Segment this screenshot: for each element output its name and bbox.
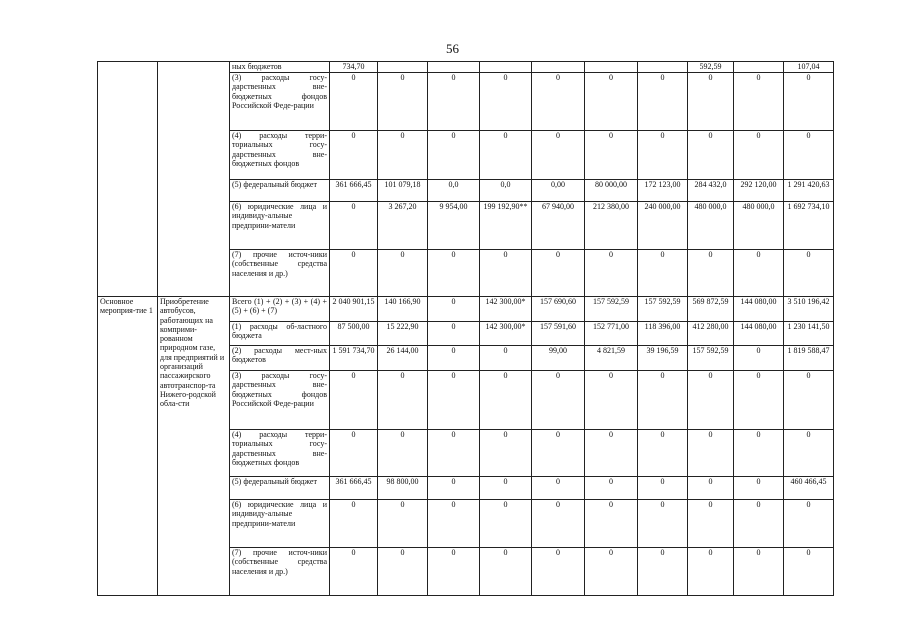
value-cell: 284 432,0	[688, 180, 734, 202]
value-cell: 0,0	[428, 180, 480, 202]
value-cell: 0	[784, 250, 834, 297]
value-cell: 0	[784, 548, 834, 596]
value-cell	[532, 62, 585, 73]
value-cell: 0	[330, 131, 378, 180]
value-cell	[428, 62, 480, 73]
value-cell: 0	[638, 131, 688, 180]
value-cell: 0	[638, 548, 688, 596]
value-cell	[638, 62, 688, 73]
value-cell: 0	[688, 477, 734, 500]
value-cell: 0	[638, 73, 688, 131]
value-cell	[734, 62, 784, 73]
value-cell: 0	[784, 371, 834, 430]
value-cell: 240 000,00	[638, 202, 688, 250]
value-cell: 0	[585, 477, 638, 500]
value-cell: 0	[378, 430, 428, 477]
funding-source-cell: (5) федеральный бюджет	[230, 180, 330, 202]
value-cell: 0	[734, 250, 784, 297]
description-cell	[158, 62, 230, 297]
value-cell: 142 300,00*	[480, 297, 532, 322]
value-cell: 569 872,59	[688, 297, 734, 322]
value-cell: 0	[330, 548, 378, 596]
funding-source-cell: (3) расходы госу-дарственных вне-бюджетных фондов Российской Феде-рации	[230, 371, 330, 430]
value-cell: 0	[688, 250, 734, 297]
value-cell: 1 591 734,70	[330, 346, 378, 371]
value-cell: 0	[532, 131, 585, 180]
activity-cell: Основное мероприя-тие 1	[98, 297, 158, 596]
value-cell: 0	[378, 250, 428, 297]
value-cell: 0	[532, 430, 585, 477]
value-cell: 0	[330, 430, 378, 477]
funding-source-cell: (6) юридические лица и индивиду-альные предприни-матели	[230, 202, 330, 250]
value-cell: 0	[638, 371, 688, 430]
value-cell: 4 821,59	[585, 346, 638, 371]
value-cell: 67 940,00	[532, 202, 585, 250]
value-cell: 0	[585, 430, 638, 477]
value-cell: 107,04	[784, 62, 834, 73]
value-cell: 0	[480, 73, 532, 131]
value-cell: 212 380,00	[585, 202, 638, 250]
value-cell: 0	[532, 73, 585, 131]
value-cell: 361 666,45	[330, 180, 378, 202]
value-cell: 144 080,00	[734, 322, 784, 346]
value-cell: 0	[585, 500, 638, 548]
value-cell: 0	[734, 346, 784, 371]
value-cell: 0	[734, 548, 784, 596]
value-cell: 0	[734, 73, 784, 131]
value-cell: 0	[532, 548, 585, 596]
value-cell: 0	[428, 322, 480, 346]
value-cell: 0	[480, 500, 532, 548]
value-cell: 0	[638, 430, 688, 477]
value-cell: 26 144,00	[378, 346, 428, 371]
value-cell: 157 592,59	[638, 297, 688, 322]
value-cell: 199 192,90**	[480, 202, 532, 250]
value-cell: 0	[428, 131, 480, 180]
value-cell: 480 000,0	[734, 202, 784, 250]
value-cell: 0	[428, 500, 480, 548]
value-cell: 0	[480, 371, 532, 430]
value-cell: 361 666,45	[330, 477, 378, 500]
value-cell	[480, 62, 532, 73]
value-cell: 0	[532, 250, 585, 297]
value-cell: 2 040 901,15	[330, 297, 378, 322]
value-cell: 1 692 734,10	[784, 202, 834, 250]
value-cell: 0	[378, 548, 428, 596]
value-cell: 0	[638, 477, 688, 500]
value-cell: 3 510 196,42	[784, 297, 834, 322]
value-cell: 157 592,59	[585, 297, 638, 322]
value-cell: 0	[428, 297, 480, 322]
value-cell: 0	[428, 477, 480, 500]
value-cell: 0	[688, 430, 734, 477]
value-cell: 0	[734, 500, 784, 548]
value-cell: 0	[784, 73, 834, 131]
value-cell: 0	[734, 430, 784, 477]
value-cell: 1 819 588,47	[784, 346, 834, 371]
value-cell: 0	[532, 500, 585, 548]
budget-table	[97, 61, 834, 596]
funding-source-cell: ных бюджетов	[230, 62, 330, 73]
value-cell: 0	[688, 131, 734, 180]
value-cell: 0	[480, 548, 532, 596]
value-cell: 0	[688, 500, 734, 548]
value-cell: 0	[638, 250, 688, 297]
value-cell: 0	[378, 500, 428, 548]
value-cell: 0	[330, 73, 378, 131]
value-cell: 0	[378, 131, 428, 180]
value-cell: 0	[638, 500, 688, 548]
value-cell: 0	[734, 477, 784, 500]
value-cell: 0	[330, 371, 378, 430]
table-row	[98, 62, 834, 73]
description-cell: Приобретение автобусов, работающих на комприми-рованном природном газе, для предприятий и организаций пассажирского автотранспор-та Нижего-родской обла-сти	[158, 297, 230, 596]
value-cell: 39 196,59	[638, 346, 688, 371]
value-cell: 412 280,00	[688, 322, 734, 346]
funding-source-cell: (4) расходы терри-ториальных госу-дарственных вне-бюджетных фондов	[230, 131, 330, 180]
value-cell: 0	[688, 548, 734, 596]
value-cell	[378, 62, 428, 73]
value-cell: 142 300,00*	[480, 322, 532, 346]
value-cell: 0	[784, 131, 834, 180]
value-cell: 99,00	[532, 346, 585, 371]
value-cell: 0	[532, 371, 585, 430]
value-cell: 0	[428, 346, 480, 371]
funding-source-cell: (7) прочие источ-ники (собственные средства населения и др.)	[230, 548, 330, 596]
value-cell: 172 123,00	[638, 180, 688, 202]
value-cell: 15 222,90	[378, 322, 428, 346]
value-cell: 1 230 141,50	[784, 322, 834, 346]
funding-source-cell: (5) федеральный бюджет	[230, 477, 330, 500]
funding-source-cell: Всего (1) + (2) + (3) + (4) + (5) + (6) + (7)	[230, 297, 330, 322]
value-cell: 0	[428, 548, 480, 596]
value-cell: 0	[480, 131, 532, 180]
funding-source-cell: (6) юридические лица и индивиду-альные предприни-матели	[230, 500, 330, 548]
funding-source-cell: (1) расходы об-ластного бюджета	[230, 322, 330, 346]
value-cell: 0	[378, 371, 428, 430]
value-cell: 0	[688, 73, 734, 131]
value-cell: 0	[378, 73, 428, 131]
value-cell: 101 079,18	[378, 180, 428, 202]
value-cell: 0	[428, 73, 480, 131]
value-cell: 118 396,00	[638, 322, 688, 346]
value-cell: 0	[480, 430, 532, 477]
value-cell: 87 500,00	[330, 322, 378, 346]
value-cell: 0	[428, 250, 480, 297]
value-cell: 3 267,20	[378, 202, 428, 250]
funding-source-cell: (4) расходы терри-ториальных госу-дарственных вне-бюджетных фондов	[230, 430, 330, 477]
value-cell: 0	[480, 346, 532, 371]
value-cell: 0	[784, 500, 834, 548]
value-cell: 0	[480, 250, 532, 297]
value-cell: 140 166,90	[378, 297, 428, 322]
value-cell: 292 120,00	[734, 180, 784, 202]
value-cell: 0	[428, 371, 480, 430]
funding-source-cell: (7) прочие источ-ники (собственные средства населения и др.)	[230, 250, 330, 297]
value-cell	[585, 62, 638, 73]
value-cell: 0	[784, 430, 834, 477]
table-row	[98, 297, 834, 322]
value-cell: 0	[585, 548, 638, 596]
value-cell: 0	[428, 430, 480, 477]
funding-source-cell: (2) расходы мест-ных бюджетов	[230, 346, 330, 371]
value-cell: 0	[585, 250, 638, 297]
value-cell: 480 000,0	[688, 202, 734, 250]
value-cell: 0	[585, 131, 638, 180]
value-cell: 152 771,00	[585, 322, 638, 346]
activity-cell	[98, 62, 158, 297]
value-cell: 9 954,00	[428, 202, 480, 250]
value-cell: 460 466,45	[784, 477, 834, 500]
value-cell: 98 800,00	[378, 477, 428, 500]
value-cell: 0	[688, 371, 734, 430]
value-cell: 80 000,00	[585, 180, 638, 202]
value-cell: 0	[480, 477, 532, 500]
value-cell: 0	[330, 500, 378, 548]
value-cell: 0	[330, 250, 378, 297]
value-cell: 144 080,00	[734, 297, 784, 322]
value-cell: 0,0	[480, 180, 532, 202]
value-cell: 0	[585, 73, 638, 131]
value-cell: 157 690,60	[532, 297, 585, 322]
value-cell: 0	[585, 371, 638, 430]
value-cell: 0	[532, 477, 585, 500]
value-cell: 0	[330, 202, 378, 250]
value-cell: 157 591,60	[532, 322, 585, 346]
value-cell: 1 291 420,63	[784, 180, 834, 202]
value-cell: 157 592,59	[688, 346, 734, 371]
value-cell: 592,59	[688, 62, 734, 73]
value-cell: 734,70	[330, 62, 378, 73]
value-cell: 0	[734, 131, 784, 180]
value-cell: 0,00	[532, 180, 585, 202]
value-cell: 0	[734, 371, 784, 430]
page-number: 56	[446, 41, 459, 56]
funding-source-cell: (3) расходы госу-дарственных вне-бюджетных фондов Российской Феде-рации	[230, 73, 330, 131]
